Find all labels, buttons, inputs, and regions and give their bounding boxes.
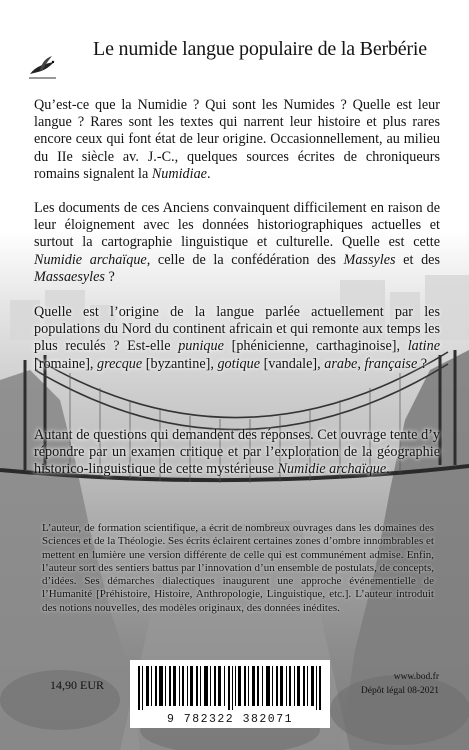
italic-term: Massaesyles	[34, 268, 105, 285]
legal-deposit: Dépôt légal 08-2021	[360, 686, 439, 696]
publisher-info	[361, 670, 439, 698]
italic-term: latine	[407, 338, 441, 355]
publisher-website: www.bod.fr	[393, 672, 439, 682]
italic-term: Numidiae	[151, 165, 207, 182]
isbn-number: 9 782322 382071	[166, 713, 294, 726]
italic-term: grecque	[97, 355, 143, 372]
barcode-icon	[138, 666, 322, 710]
author-bio: L’auteur, de formation scientifique, a écrit de nombreux ouvrages dans les domaines des Sciences et de la Théologie. Ses écrits éclairent certaines zones d’ombre innombrables et mettent en lumière une version différente de celle qui est communément admise. Enfin, l’auteur sort des sentiers battus par l’innovation d’un ensemble de postulats, de concepts, d’idées. Ses démarches dialectiques inaugurent une approche événementielle de l’Humanité [Préhistoire, Histoire, Anthropologie, Linguistique, etc.]. L’auteur introduit des notions nouvelles, des modèles originaux, des données inédites.	[42, 522, 434, 614]
bird-logo-icon	[26, 52, 60, 86]
italic-term: Massyles	[343, 251, 396, 268]
italic-term: Numidie archaïque	[34, 251, 147, 268]
italic-term: punique	[178, 338, 224, 355]
price-label: 14,90 EUR	[50, 678, 104, 692]
paragraph-4: Autant de questions qui demandent des réponses. Cet ouvrage tente d’y répondre par un examen critique et par l’exploration de la géographie historico-linguistique de cette mystérieuse Numidie archaïque.	[34, 427, 440, 478]
italic-term: gotique	[217, 355, 261, 372]
paragraph-2: Les documents de ces Anciens convainquent difficilement en raison de leur éloignement avec les données historiographiques actuelles et surtout la cartographie linguistique et culturelle. Quelle est cette Numidie archaïque, celle de la confédération des Massyles et des Massaesyles ?	[34, 200, 440, 285]
italic-term: française	[364, 355, 418, 372]
barcode	[130, 660, 330, 728]
paragraph-3: Quelle est l’origine de la langue parlée actuellement par les populations du Nord du continent africain et qui remonte aux temps les plus reculés ? Est-elle punique [phénicienne, carthaginoise], latine [romaine], grecque [byzantine], gotique [vandale], arabe, française ?	[34, 304, 441, 372]
italic-term: arabe	[324, 355, 358, 372]
book-title: Le numide langue populaire de la Berbérie	[93, 38, 427, 60]
italic-term: Numidie archaïque	[277, 461, 387, 478]
paragraph-1: Qu’est-ce que la Numidie ? Qui sont les Numides ? Quelle est leur langue ? Rares sont les textes qui narrent leur histoire et plus rares encore ceux qui font état de leur origine. Occasionnellement, au milieu du IIe siècle av. J.-C., quelques sources écrites de chroniqueurs romains signalent la Numidiae.	[34, 97, 440, 182]
